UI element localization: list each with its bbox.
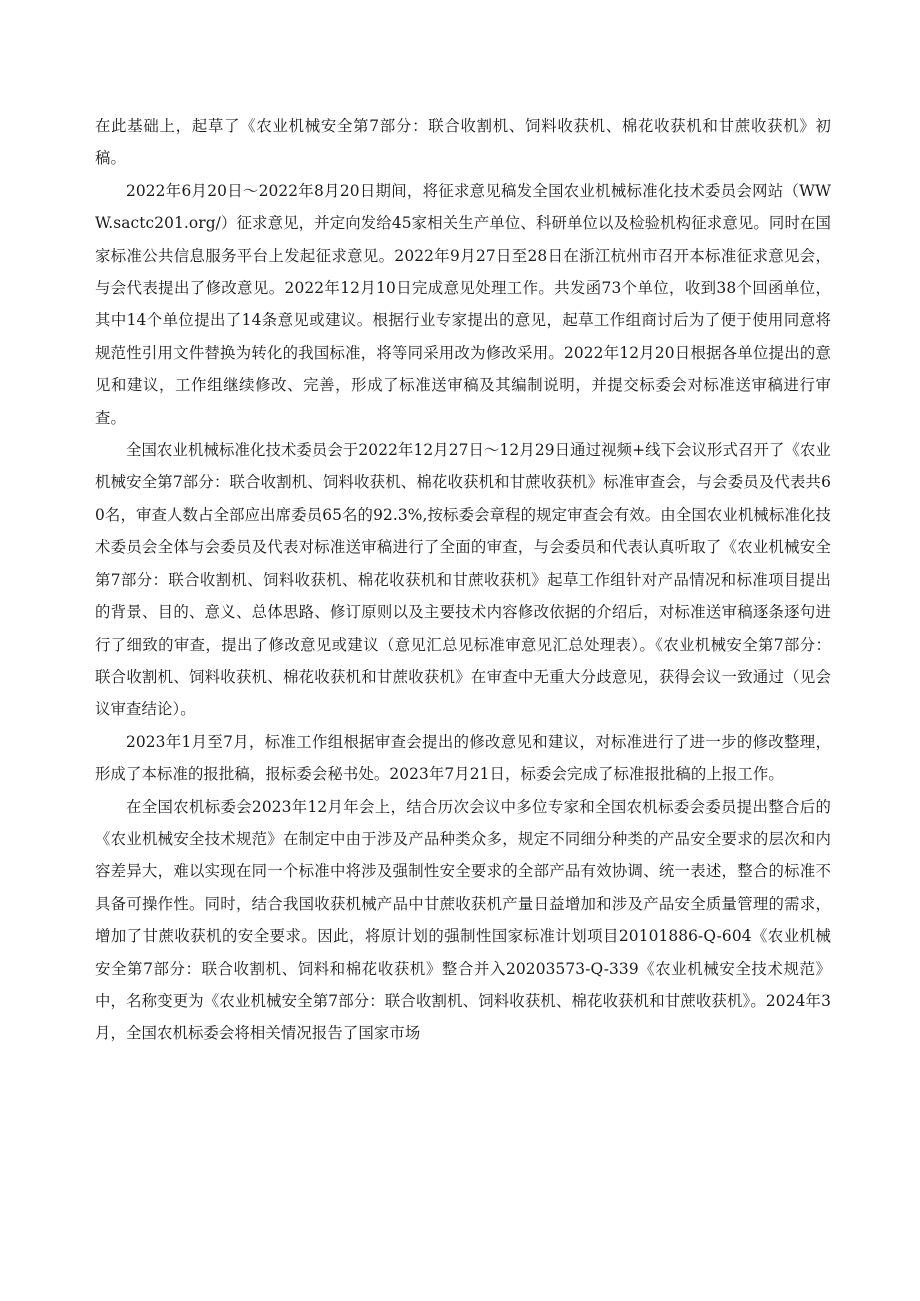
paragraph-review-meeting: 全国农业机械标准化技术委员会于2022年12月27日～12月29日通过视频+线下会议形式召开了《农业机械安全第7部分：联合收割机、饲料收获机、棉花收获机和甘蔗收获机》标准审查会，与会委员及代表共60名，审查人数占全部应出席委员65名的92.3%,按标委会章程的规定审查会有效。由全国农业机械标准化技术委员会全体与会委员及代表对标准送审稿进行了全面的审查，与会委员和代表认真听取了《农业机械安全第7部分：联合收割机、饲料收获机、棉花收获机和甘蔗收获机》起草工作组针对产品情况和标准项目提出的背景、目的、意义、总体思路、修订原则以及主要技术内容修改依据的介绍后，对标准送审稿逐条逐句进行了细致的审查，提出了修改意见或建议（意见汇总见标准审意见汇总处理表）。《农业机械安全第7部分：联合收割机、饲料收获机、棉花收获机和甘蔗收获机》在审查中无重大分歧意见，获得会议一致通过（见会议审查结论）。 <box>95 441 831 719</box>
paragraph-annual-meeting: 在全国农机标委会2023年12月年会上，结合历次会议中多位专家和全国农机标委会委员提出整合后的《农业机械安全技术规范》在制定中由于涉及产品种类众多，规定不同细分种类的产品安全要求的层次和内容差异大，难以实现在同一个标准中将涉及强制性安全要求的全部产品有效协调、统一表述，整合的标准不具备可操作性。同时，结合我国收获机械产品中甘蔗收获机产量日益增加和涉及产品安全质量管理的需求，增加了甘蔗收获机的安全要求。因此，将原计划的强制性国家标准计划项目20101886-Q-604《农业机械安全第7部分：联合收割机、饲料和棉花收获机》整合并入20203573-Q-339《农业机械安全技术规范》中，名称变更为《农业机械安全第7部分：联合收割机、饲料收获机、棉花收获机和甘蔗收获机》。2024年3月，全国农机标委会将相关情况报告了国家市场 <box>95 797 831 1043</box>
paragraph-consultation: 2022年6月20日～2022年8月20日期间，将征求意见稿发全国农业机械标准化技术委员会网站（WWW.sactc201.org/）征求意见，并定向发给45家相关生产单位、科研单位以及检验机构征求意见。同时在国家标准公共信息服务平台上发起征求意见。2022年9月27日至28日在浙江杭州市召开本标准征求意见会，与会代表提出了修改意见。2022年12月10日完成意见处理工作。共发函73个单位，收到38个回函单位，其中14个单位提出了14条意见或建议。根据行业专家提出的意见，起草工作组商讨后为了便于使用同意将规范性引用文件替换为转化的我国标准，将等同采用改为修改采用。2022年12月20日根据各单位提出的意见和建议，工作组继续修改、完善，形成了标准送审稿及其编制说明，并提交标委会对标准送审稿进行审查。 <box>95 181 831 427</box>
paragraph-draft-origin: 在此基础上，起草了《农业机械安全第7部分：联合收割机、饲料收获机、棉花收获机和甘蔗收获机》初稿。 <box>95 117 831 168</box>
paragraph-approval-draft: 2023年1月至7月，标准工作组根据审查会提出的修改意见和建议，对标准进行了进一步的修改整理，形成了本标准的报批稿，报标委会秘书处。2023年7月21日，标委会完成了标准报批稿的上报工作。 <box>95 732 831 784</box>
document-page <box>95 110 831 1050</box>
